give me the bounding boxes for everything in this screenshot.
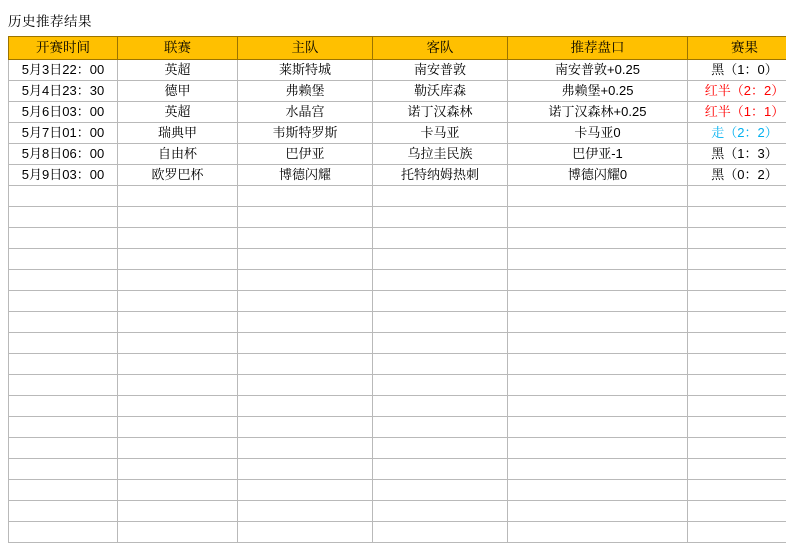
cell-home-team: 韦斯特罗斯 <box>238 123 373 144</box>
cell-empty <box>373 501 508 522</box>
table-row <box>9 60 786 81</box>
cell-empty <box>508 501 688 522</box>
cell-empty <box>688 522 786 543</box>
cell-empty <box>688 501 786 522</box>
cell-empty <box>238 438 373 459</box>
cell-result: 红半（2：2） <box>688 81 786 102</box>
cell-empty <box>373 522 508 543</box>
cell-empty <box>9 312 118 333</box>
results-table <box>8 36 786 543</box>
cell-empty <box>508 291 688 312</box>
cell-empty <box>9 249 118 270</box>
cell-empty <box>118 228 238 249</box>
cell-away-team: 卡马亚 <box>373 123 508 144</box>
cell-time: 5月4日23：30 <box>9 81 118 102</box>
cell-empty <box>238 396 373 417</box>
cell-empty <box>9 228 118 249</box>
cell-empty <box>9 480 118 501</box>
table-row <box>9 144 786 165</box>
table-row-empty <box>9 417 786 438</box>
cell-empty <box>508 480 688 501</box>
table-row <box>9 123 786 144</box>
cell-empty <box>373 333 508 354</box>
cell-result: 红半（1：1） <box>688 102 786 123</box>
table-row <box>9 165 786 186</box>
cell-empty <box>688 228 786 249</box>
table-header-row <box>9 37 786 60</box>
cell-empty <box>373 291 508 312</box>
cell-empty <box>238 228 373 249</box>
cell-empty <box>118 396 238 417</box>
cell-empty <box>688 375 786 396</box>
cell-empty <box>508 270 688 291</box>
column-header-pick: 推荐盘口 <box>508 37 688 60</box>
cell-away-team: 勒沃库森 <box>373 81 508 102</box>
table-row-empty <box>9 522 786 543</box>
cell-empty <box>118 417 238 438</box>
cell-empty <box>508 186 688 207</box>
cell-empty <box>238 207 373 228</box>
cell-league: 欧罗巴杯 <box>118 165 238 186</box>
cell-empty <box>508 207 688 228</box>
table-row-empty <box>9 375 786 396</box>
cell-empty <box>508 438 688 459</box>
cell-result: 黑（0：2） <box>688 165 786 186</box>
table-row <box>9 81 786 102</box>
table-row-empty <box>9 459 786 480</box>
cell-league: 德甲 <box>118 81 238 102</box>
cell-pick: 博德闪耀0 <box>508 165 688 186</box>
cell-empty <box>688 270 786 291</box>
cell-empty <box>9 333 118 354</box>
cell-empty <box>118 522 238 543</box>
cell-empty <box>238 249 373 270</box>
cell-empty <box>118 438 238 459</box>
cell-empty <box>373 375 508 396</box>
cell-time: 5月3日22：00 <box>9 60 118 81</box>
cell-empty <box>688 438 786 459</box>
cell-empty <box>508 375 688 396</box>
cell-time: 5月6日03：00 <box>9 102 118 123</box>
cell-empty <box>238 480 373 501</box>
cell-away-team: 诺丁汉森林 <box>373 102 508 123</box>
cell-empty <box>9 501 118 522</box>
column-header-away-team: 客队 <box>373 37 508 60</box>
table-row-empty <box>9 312 786 333</box>
table-row-empty <box>9 438 786 459</box>
cell-empty <box>238 291 373 312</box>
cell-empty <box>688 312 786 333</box>
cell-away-team: 托特纳姆热刺 <box>373 165 508 186</box>
cell-empty <box>238 270 373 291</box>
cell-empty <box>688 417 786 438</box>
cell-empty <box>508 228 688 249</box>
cell-empty <box>238 417 373 438</box>
cell-empty <box>9 291 118 312</box>
cell-result: 走（2：2） <box>688 123 786 144</box>
table-row-empty <box>9 291 786 312</box>
cell-pick: 巴伊亚-1 <box>508 144 688 165</box>
table-row-empty <box>9 186 786 207</box>
cell-empty <box>373 459 508 480</box>
table-row-empty <box>9 228 786 249</box>
column-header-result: 赛果 <box>688 37 786 60</box>
cell-empty <box>508 312 688 333</box>
cell-empty <box>9 186 118 207</box>
cell-empty <box>118 207 238 228</box>
page-title: 历史推荐结果 <box>8 10 92 30</box>
cell-empty <box>688 480 786 501</box>
cell-pick: 南安普敦+0.25 <box>508 60 688 81</box>
cell-empty <box>508 459 688 480</box>
cell-empty <box>688 291 786 312</box>
cell-empty <box>688 354 786 375</box>
cell-empty <box>373 186 508 207</box>
cell-empty <box>238 459 373 480</box>
cell-empty <box>9 438 118 459</box>
table-row-empty <box>9 480 786 501</box>
cell-time: 5月8日06：00 <box>9 144 118 165</box>
table-row-empty <box>9 207 786 228</box>
cell-empty <box>373 438 508 459</box>
cell-empty <box>238 375 373 396</box>
cell-empty <box>118 375 238 396</box>
cell-empty <box>508 417 688 438</box>
cell-pick: 卡马亚0 <box>508 123 688 144</box>
cell-empty <box>238 501 373 522</box>
cell-empty <box>9 270 118 291</box>
cell-empty <box>118 312 238 333</box>
cell-time: 5月9日03：00 <box>9 165 118 186</box>
column-header-league: 联赛 <box>118 37 238 60</box>
cell-league: 瑞典甲 <box>118 123 238 144</box>
cell-empty <box>9 396 118 417</box>
table-row <box>9 102 786 123</box>
cell-away-team: 乌拉圭民族 <box>373 144 508 165</box>
cell-home-team: 弗赖堡 <box>238 81 373 102</box>
cell-home-team: 巴伊亚 <box>238 144 373 165</box>
cell-empty <box>508 522 688 543</box>
cell-empty <box>9 375 118 396</box>
cell-empty <box>373 207 508 228</box>
cell-empty <box>373 249 508 270</box>
cell-empty <box>373 480 508 501</box>
cell-empty <box>118 501 238 522</box>
cell-league: 自由杯 <box>118 144 238 165</box>
cell-empty <box>373 396 508 417</box>
cell-league: 英超 <box>118 60 238 81</box>
cell-empty <box>118 480 238 501</box>
table-row-empty <box>9 396 786 417</box>
table-row-empty <box>9 501 786 522</box>
cell-pick: 弗赖堡+0.25 <box>508 81 688 102</box>
cell-empty <box>238 354 373 375</box>
cell-empty <box>238 312 373 333</box>
cell-empty <box>9 459 118 480</box>
table-row-empty <box>9 249 786 270</box>
cell-empty <box>118 270 238 291</box>
cell-empty <box>373 270 508 291</box>
cell-empty <box>373 228 508 249</box>
column-header-time: 开赛时间 <box>9 37 118 60</box>
cell-empty <box>118 186 238 207</box>
cell-result: 黑（1：3） <box>688 144 786 165</box>
cell-empty <box>508 249 688 270</box>
cell-empty <box>688 459 786 480</box>
cell-empty <box>238 186 373 207</box>
table-body <box>9 60 786 543</box>
cell-empty <box>508 333 688 354</box>
cell-empty <box>688 249 786 270</box>
cell-empty <box>118 354 238 375</box>
table-row-empty <box>9 354 786 375</box>
cell-empty <box>688 207 786 228</box>
cell-empty <box>373 312 508 333</box>
cell-empty <box>9 522 118 543</box>
table-row-empty <box>9 270 786 291</box>
cell-empty <box>118 333 238 354</box>
cell-empty <box>9 417 118 438</box>
cell-league: 英超 <box>118 102 238 123</box>
cell-pick: 诺丁汉森林+0.25 <box>508 102 688 123</box>
cell-empty <box>118 249 238 270</box>
cell-empty <box>508 396 688 417</box>
cell-empty <box>688 396 786 417</box>
cell-empty <box>118 459 238 480</box>
cell-empty <box>9 354 118 375</box>
cell-empty <box>508 354 688 375</box>
cell-empty <box>688 186 786 207</box>
cell-empty <box>688 333 786 354</box>
cell-result: 黑（1：0） <box>688 60 786 81</box>
cell-home-team: 水晶宫 <box>238 102 373 123</box>
cell-empty <box>373 417 508 438</box>
cell-empty <box>373 354 508 375</box>
cell-empty <box>118 291 238 312</box>
cell-away-team: 南安普敦 <box>373 60 508 81</box>
cell-home-team: 莱斯特城 <box>238 60 373 81</box>
column-header-home-team: 主队 <box>238 37 373 60</box>
cell-home-team: 博德闪耀 <box>238 165 373 186</box>
table-row-empty <box>9 333 786 354</box>
cell-empty <box>238 522 373 543</box>
cell-empty <box>238 333 373 354</box>
cell-empty <box>9 207 118 228</box>
cell-time: 5月7日01：00 <box>9 123 118 144</box>
